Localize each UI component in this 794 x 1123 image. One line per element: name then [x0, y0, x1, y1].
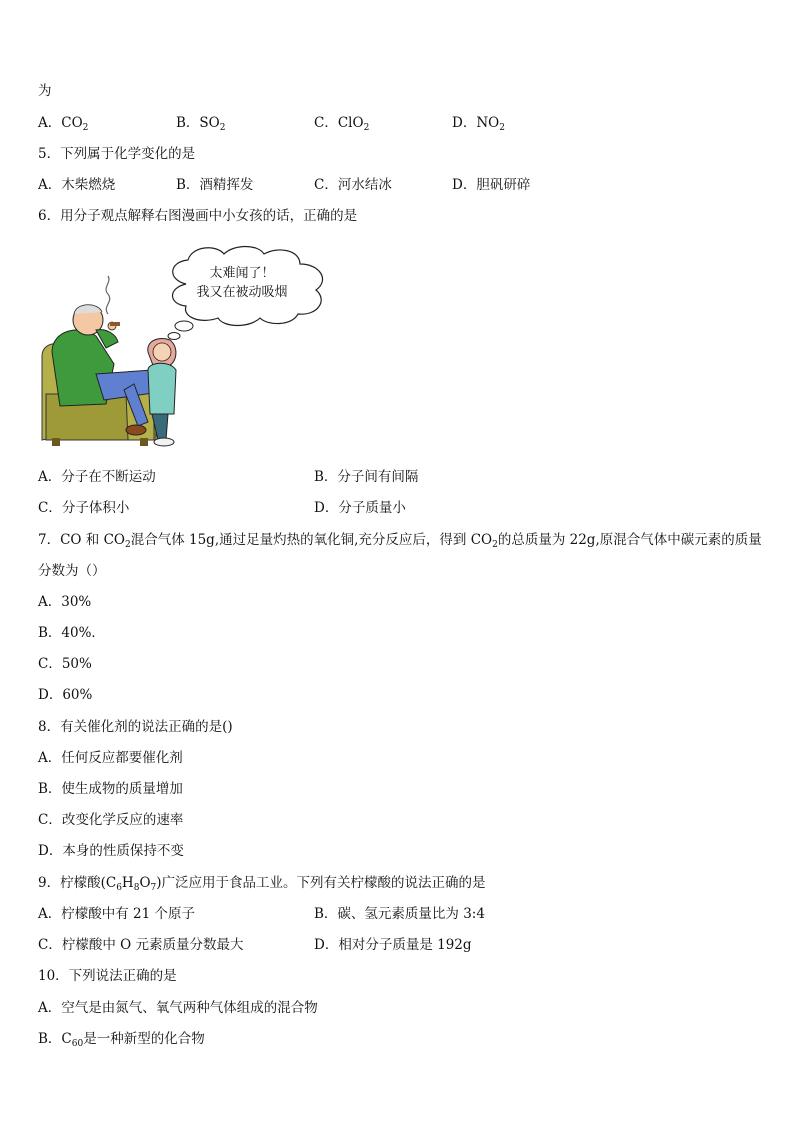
q8-option-b: B．使生成物的质量增加: [38, 781, 183, 797]
question-10-stem: 10．下列说法正确的是: [38, 968, 177, 984]
q5-option-d: D．胆矾研碎: [452, 177, 531, 193]
thought-bubble: [162, 247, 323, 346]
q4-option-c: C．ClO$_2$: [314, 115, 370, 133]
q8-option-d: D．本身的性质保持不变: [38, 843, 184, 859]
q8-option-c: C．改变化学反应的速率: [38, 812, 184, 828]
q10-option-a: A．空气是由氮气、氧气两种气体组成的混合物: [38, 1000, 318, 1016]
q7-option-c: C．50%: [38, 656, 92, 672]
question-4-stem-tail: 为: [38, 83, 52, 99]
q4-option-a: A．$CO_2$: [38, 115, 89, 133]
q7-option-a: A．30%: [38, 594, 92, 610]
question-5-stem: 5．下列属于化学变化的是: [38, 146, 196, 162]
q6-option-d: D．分子质量小: [314, 500, 406, 516]
q7-option-b: B．40%．: [38, 625, 105, 641]
question-7-stem: 7．CO 和 $CO_2$混合气体 15g,通过足量灼热的氧化铜,充分反应后，得到 $CO_2$的总质量为 22g,原混合气体中碳元素的质量: [38, 532, 762, 550]
q5-option-b: B．酒精挥发: [176, 177, 254, 193]
q10-option-b: B．$C_{60}$是一种新型的化合物: [38, 1031, 205, 1049]
q7-option-d: D．60%: [38, 687, 93, 703]
q6-option-a: A．分子在不断运动: [38, 469, 156, 485]
q8-option-a: A．任何反应都要催化剂: [38, 750, 183, 766]
smoke-icon: [106, 276, 110, 314]
bubble-text-line-1: 太难闻了！: [209, 266, 275, 281]
cartoon-illustration: [36, 244, 336, 456]
question-7-stem-line-2: 分数为（）: [38, 563, 106, 579]
q9-option-d: D．相对分子质量是 192g: [314, 937, 472, 953]
question-8-stem: 8．有关催化剂的说法正确的是(): [38, 719, 233, 735]
q6-option-c: C．分子体积小: [38, 500, 130, 516]
q4-option-d: D．$NO_2$: [452, 115, 505, 133]
q9-option-b: B．碳、氢元素质量比为 3:4: [314, 906, 485, 922]
q9-option-a: A．柠檬酸中有 21 个原子: [38, 906, 196, 922]
bubble-text-line-2: 我又在被动吸烟: [196, 285, 288, 300]
q4-option-b: B．$SO_2$: [176, 115, 226, 133]
question-9-stem: 9．柠檬酸$(C_6H_8O_7)$广泛应用于食品工业。下列有关柠檬酸的说法正确的是: [38, 875, 486, 893]
q5-option-a: A．木柴燃烧: [38, 177, 116, 193]
q9-option-c: C．柠檬酸中 O 元素质量分数最大: [38, 937, 244, 953]
q6-option-b: B．分子间有间隔: [314, 469, 419, 485]
question-6-stem: 6．用分子观点解释右图漫画中小女孩的话，正确的是: [38, 208, 358, 224]
q5-option-c: C．河水结冰: [314, 177, 392, 193]
